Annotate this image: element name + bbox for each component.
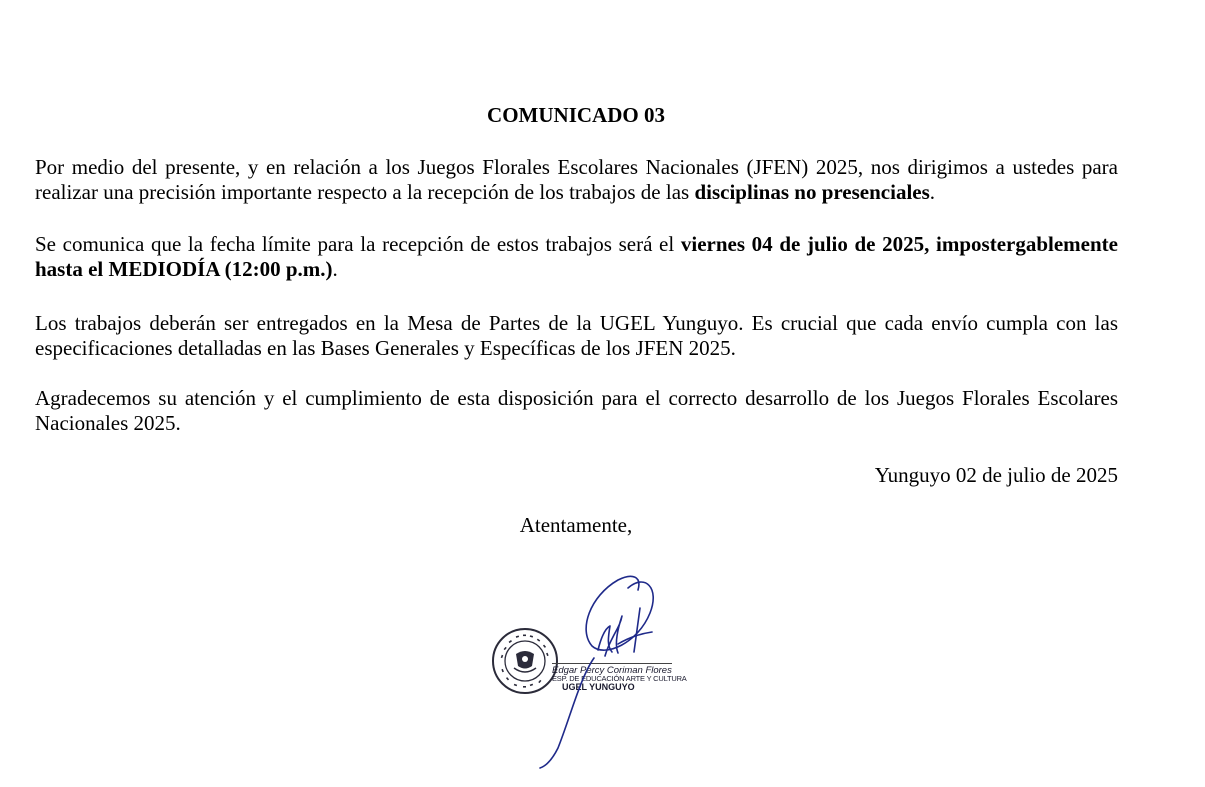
paragraph-thanks-text: Agradecemos su atención y el cumplimiento de esta disposición para el correcto desarrollo de los Juegos Florales Escolares Nacionales 2025.	[35, 386, 1118, 435]
paragraph-deadline-end: .	[332, 257, 338, 281]
paragraph-intro-end: .	[929, 180, 936, 204]
signature-block	[490, 568, 687, 778]
paragraph-deadline-bold: viernes 04 de julio de 2025, impostergablemente hasta el MEDIODÍA (12:00 p.m.)	[35, 232, 1118, 281]
signatory-name: Edgar Percy Coriman Flores	[552, 665, 672, 676]
document-title: COMUNICADO 03	[487, 103, 665, 127]
date-line: Yunguyo 02 de julio de 2025	[874, 463, 1118, 487]
paragraph-delivery	[35, 311, 1118, 361]
signatory-organization: UGEL YUNGUYO	[562, 682, 635, 692]
paragraph-thanks	[35, 386, 1118, 436]
paragraph-intro	[35, 155, 1118, 205]
paragraph-deadline	[35, 232, 1118, 282]
paragraph-intro-text: Por medio del presente, y en relación a los Juegos Florales Escolares Nacionales (JFEN) 2025, nos dirigimos a ustedes para realizar una precisión importante respecto a la recepción de los trabajos de las	[35, 155, 1118, 204]
signatory-role: ESP. DE EDUCACIÓN ARTE Y CULTURA	[552, 674, 687, 683]
paragraph-delivery-text: Los trabajos deberán ser entregados en la Mesa de Partes de la UGEL Yunguyo. Es crucial que cada envío cumpla con las especificaciones detalladas en las Bases Generales y Específicas de los JFEN 2025.	[35, 311, 1118, 360]
closing-salutation: Atentamente,	[519, 513, 633, 537]
handwritten-signature-icon	[510, 568, 680, 778]
paragraph-deadline-text: Se comunica que la fecha límite para la recepción de estos trabajos será el	[35, 232, 681, 256]
paragraph-intro-bold: disciplinas no presenciales	[694, 180, 930, 204]
